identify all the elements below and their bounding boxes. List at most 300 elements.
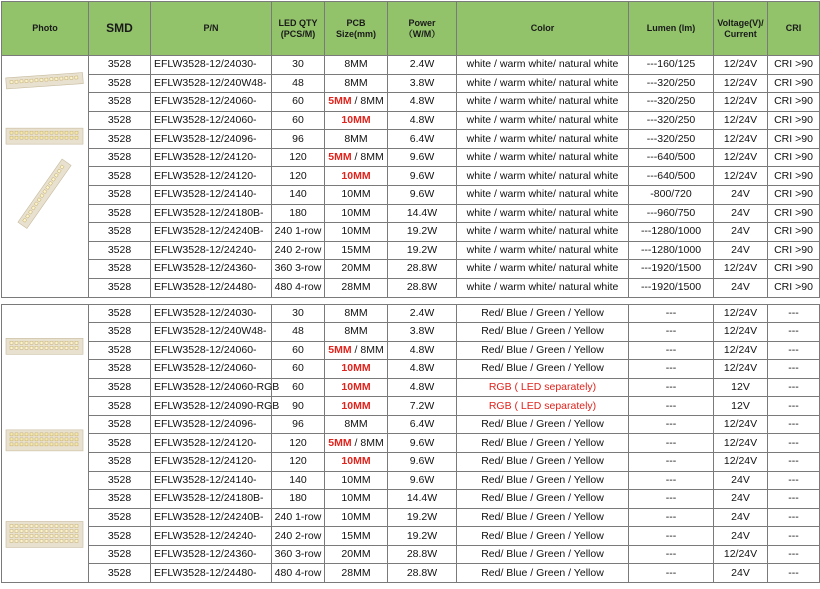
cell-smd: 3528 [89,341,151,360]
header-photo: Photo [2,2,89,56]
cell-led-qty: 180 [272,204,325,223]
cell-cri: --- [768,415,820,434]
cell-voltage: 24V [714,204,768,223]
cell-pn: EFLW3528-12/240W48- [151,323,272,342]
cell-lumen: ---640/500 [629,148,714,167]
cell-cri: CRI >90 [768,185,820,204]
table-row [2,278,820,297]
cell-smd: 3528 [89,545,151,564]
cell-color: Red/ Blue / Green / Yellow [457,323,629,342]
cell-pn: EFLW3528-12/24480- [151,278,272,297]
cell-power: 9.6W [388,148,457,167]
cell-power: 4.8W [388,360,457,379]
pcb-size: 15MM [341,243,371,256]
cell-pcb [325,415,388,434]
cell-led-qty: 60 [272,111,325,130]
cell-power: 19.2W [388,508,457,527]
cell-pn: EFLW3528-12/24030- [151,304,272,323]
cell-cri: CRI >90 [768,167,820,186]
cell-power: 28.8W [388,545,457,564]
cell-voltage: 12/24V [714,415,768,434]
pcb-size: 8MM [344,418,368,431]
cell-lumen: --- [629,341,714,360]
cell-smd: 3528 [89,490,151,509]
cell-lumen: ---1920/1500 [629,260,714,279]
cell-power: 6.4W [388,415,457,434]
table-row [2,360,820,379]
cell-pcb [325,56,388,75]
cell-lumen: --- [629,527,714,546]
cell-cri: CRI >90 [768,74,820,93]
pcb-highlight: 10MM [341,113,371,126]
cell-cri: --- [768,564,820,583]
cell-color: white / warm white/ natural white [457,111,629,130]
cell-voltage: 24V [714,185,768,204]
cell-pn: EFLW3528-12/24240B- [151,508,272,527]
cell-pcb [325,471,388,490]
cell-color: Red/ Blue / Green / Yellow [457,545,629,564]
cell-smd: 3528 [89,415,151,434]
cell-led-qty: 48 [272,74,325,93]
cell-color: white / warm white/ natural white [457,241,629,260]
table-row [2,56,820,75]
cell-voltage: 12/24V [714,93,768,112]
cell-color: Red/ Blue / Green / Yellow [457,415,629,434]
table-row [2,185,820,204]
cell-voltage: 12/24V [714,260,768,279]
cell-cri: --- [768,453,820,472]
header-led-qty-line1: LED QTY [278,17,318,28]
cell-led-qty: 60 [272,93,325,112]
cell-pcb [325,545,388,564]
cell-power: 4.8W [388,378,457,397]
cell-power: 28.8W [388,564,457,583]
cell-pcb [325,167,388,186]
cell-power: 3.8W [388,74,457,93]
cell-pn: EFLW3528-12/24140- [151,185,272,204]
cell-voltage: 12/24V [714,453,768,472]
cell-led-qty: 140 [272,471,325,490]
cell-lumen: --- [629,564,714,583]
cell-pcb [325,508,388,527]
header-color: Color [457,2,629,56]
pcb-highlight: 10MM [341,399,371,412]
pcb-size: 10MM [341,473,371,486]
cell-pcb [325,260,388,279]
header-voltage-line1: Voltage(V)/ [717,17,764,28]
cell-lumen: ---320/250 [629,74,714,93]
cell-color: white / warm white/ natural white [457,56,629,75]
cell-power: 28.8W [388,260,457,279]
cell-smd: 3528 [89,241,151,260]
cell-pcb [325,341,388,360]
pcb-size: / 8MM [351,151,384,164]
cell-pn: EFLW3528-12/24060- [151,111,272,130]
cell-cri: --- [768,490,820,509]
cell-smd: 3528 [89,360,151,379]
table-row [2,93,820,112]
table-row [2,378,820,397]
cell-cri: --- [768,545,820,564]
pcb-highlight: 5MM [328,436,352,449]
pcb-size: 28MM [341,566,371,579]
pcb-size: / 8MM [351,343,384,356]
cell-color: RGB ( LED separately) [457,378,629,397]
cell-power: 19.2W [388,223,457,242]
cell-pcb [325,323,388,342]
cell-power: 9.6W [388,453,457,472]
cell-cri: CRI >90 [768,111,820,130]
header-power-line1: Power [408,17,436,28]
table-row [2,415,820,434]
cell-power: 2.4W [388,56,457,75]
cell-pn: EFLW3528-12/24180B- [151,204,272,223]
cell-lumen: -800/720 [629,185,714,204]
pcb-size: 15MM [341,529,371,542]
cell-power: 14.4W [388,490,457,509]
header-led-qty [272,2,325,56]
led-spec-table [1,1,820,583]
cell-pcb [325,434,388,453]
cell-lumen: --- [629,434,714,453]
cell-pn: EFLW3528-12/24096- [151,130,272,149]
cell-lumen: ---1280/1000 [629,223,714,242]
cell-power: 19.2W [388,527,457,546]
cell-cri: CRI >90 [768,278,820,297]
cell-pn: EFLW3528-12/24240B- [151,223,272,242]
cell-color: Red/ Blue / Green / Yellow [457,453,629,472]
cell-color: white / warm white/ natural white [457,74,629,93]
cell-pcb [325,74,388,93]
table-row [2,508,820,527]
cell-pn: EFLW3528-12/24060-RGB [151,378,272,397]
cell-led-qty: 48 [272,323,325,342]
cell-lumen: ---640/500 [629,167,714,186]
table-row [2,434,820,453]
cell-power: 9.6W [388,167,457,186]
cell-smd: 3528 [89,378,151,397]
cell-cri: --- [768,434,820,453]
table-row [2,148,820,167]
cell-voltage: 12/24V [714,545,768,564]
pcb-highlight: 5MM [328,95,352,108]
cell-power: 7.2W [388,397,457,416]
cell-pcb [325,564,388,583]
cell-voltage: 12/24V [714,111,768,130]
cell-power: 4.8W [388,93,457,112]
cell-led-qty: 360 3-row [272,260,325,279]
table-row [2,490,820,509]
header-pcb-line2: Size(mm) [335,28,376,39]
cell-lumen: --- [629,360,714,379]
table-row [2,564,820,583]
pcb-size: 10MM [341,206,371,219]
table-row [2,111,820,130]
separator-cell [2,297,820,304]
header-power [388,2,457,56]
cell-cri: --- [768,527,820,546]
cell-voltage: 12/24V [714,167,768,186]
cell-pcb [325,93,388,112]
cell-cri: CRI >90 [768,148,820,167]
cell-color: Red/ Blue / Green / Yellow [457,490,629,509]
table-row [2,341,820,360]
cell-voltage: 12/24V [714,56,768,75]
cell-pcb [325,527,388,546]
cell-cri: --- [768,471,820,490]
cell-smd: 3528 [89,397,151,416]
cell-pn: EFLW3528-12/24120- [151,453,272,472]
table-row [2,323,820,342]
cell-voltage: 24V [714,223,768,242]
cell-color: white / warm white/ natural white [457,223,629,242]
pcb-size: 10MM [341,225,371,238]
cell-cri: CRI >90 [768,223,820,242]
cell-color: Red/ Blue / Green / Yellow [457,564,629,583]
pcb-highlight: 10MM [341,455,371,468]
cell-voltage: 24V [714,508,768,527]
cell-led-qty: 240 2-row [272,527,325,546]
cell-color: Red/ Blue / Green / Yellow [457,471,629,490]
cell-led-qty: 480 4-row [272,278,325,297]
cell-pcb [325,130,388,149]
cell-pn: EFLW3528-12/24120- [151,167,272,186]
cell-color: Red/ Blue / Green / Yellow [457,434,629,453]
led-strip-photo-icon [2,56,87,297]
cell-voltage: 12/24V [714,341,768,360]
cell-lumen: ---320/250 [629,111,714,130]
cell-smd: 3528 [89,508,151,527]
cell-power: 3.8W [388,323,457,342]
cell-voltage: 24V [714,241,768,260]
cell-lumen: ---320/250 [629,93,714,112]
cell-led-qty: 96 [272,415,325,434]
cell-pn: EFLW3528-12/24060- [151,93,272,112]
cell-led-qty: 60 [272,341,325,360]
header-voltage-line2: Current [724,28,757,39]
cell-voltage: 12V [714,397,768,416]
cell-pn: EFLW3528-12/24030- [151,56,272,75]
pcb-size: 28MM [341,281,371,294]
pcb-size: 8MM [344,132,368,145]
cell-smd: 3528 [89,471,151,490]
cell-smd: 3528 [89,323,151,342]
cell-led-qty: 120 [272,453,325,472]
cell-smd: 3528 [89,278,151,297]
pcb-highlight: 5MM [328,151,352,164]
pcb-size: 8MM [344,306,368,319]
cell-voltage: 12/24V [714,323,768,342]
cell-led-qty: 140 [272,185,325,204]
cell-led-qty: 96 [272,130,325,149]
cell-color: white / warm white/ natural white [457,130,629,149]
cell-smd: 3528 [89,527,151,546]
cell-color: Red/ Blue / Green / Yellow [457,341,629,360]
cell-pcb [325,453,388,472]
cell-cri: CRI >90 [768,56,820,75]
cell-led-qty: 120 [272,167,325,186]
cell-lumen: --- [629,471,714,490]
cell-lumen: --- [629,397,714,416]
header-voltage [714,2,768,56]
cell-lumen: --- [629,545,714,564]
cell-pcb [325,241,388,260]
table-row [2,260,820,279]
cell-smd: 3528 [89,111,151,130]
cell-lumen: --- [629,415,714,434]
cell-power: 19.2W [388,241,457,260]
cell-led-qty: 120 [272,434,325,453]
cell-color: RGB ( LED separately) [457,397,629,416]
cell-color: white / warm white/ natural white [457,204,629,223]
header-row [2,2,820,56]
cell-color: white / warm white/ natural white [457,167,629,186]
cell-pcb [325,223,388,242]
cell-pn: EFLW3528-12/24480- [151,564,272,583]
cell-smd: 3528 [89,260,151,279]
pcb-size: 20MM [341,262,371,275]
cell-color: white / warm white/ natural white [457,185,629,204]
cell-cri: --- [768,360,820,379]
cell-pn: EFLW3528-12/24120- [151,434,272,453]
cell-voltage: 24V [714,564,768,583]
pcb-size: 10MM [341,492,371,505]
cell-pcb [325,111,388,130]
cell-power: 9.6W [388,185,457,204]
pcb-size: 20MM [341,548,371,561]
cell-cri: CRI >90 [768,93,820,112]
cell-cri: --- [768,378,820,397]
cell-power: 6.4W [388,130,457,149]
cell-smd: 3528 [89,304,151,323]
cell-pcb [325,278,388,297]
cell-smd: 3528 [89,130,151,149]
table-row [2,223,820,242]
header-smd: SMD [89,2,151,56]
cell-voltage: 24V [714,490,768,509]
cell-power: 28.8W [388,278,457,297]
cell-power: 4.8W [388,111,457,130]
cell-pn: EFLW3528-12/24120- [151,148,272,167]
cell-pn: EFLW3528-12/24090-RGB [151,397,272,416]
table-row [2,241,820,260]
cell-led-qty: 60 [272,378,325,397]
cell-pn: EFLW3528-12/24096- [151,415,272,434]
cell-pcb [325,304,388,323]
cell-smd: 3528 [89,74,151,93]
header-pcb [325,2,388,56]
cell-led-qty: 30 [272,56,325,75]
cell-voltage: 24V [714,278,768,297]
cell-color: Red/ Blue / Green / Yellow [457,508,629,527]
cell-cri: CRI >90 [768,241,820,260]
product-photo [2,56,89,298]
cell-cri: --- [768,508,820,527]
cell-voltage: 12/24V [714,148,768,167]
cell-led-qty: 30 [272,304,325,323]
header-led-qty-line2: (PCS/M) [280,28,316,39]
pcb-size: 8MM [344,58,368,71]
cell-pcb [325,360,388,379]
section-separator [2,297,820,304]
header-pcb-line1: PCB [346,17,366,28]
cell-lumen: --- [629,453,714,472]
cell-lumen: --- [629,378,714,397]
cell-led-qty: 180 [272,490,325,509]
cell-smd: 3528 [89,204,151,223]
cell-smd: 3528 [89,564,151,583]
cell-power: 2.4W [388,304,457,323]
cell-lumen: --- [629,323,714,342]
cell-pn: EFLW3528-12/240W48- [151,74,272,93]
cell-smd: 3528 [89,148,151,167]
table-row [2,130,820,149]
header-power-line2: （W/M） [403,28,441,39]
table-row [2,397,820,416]
cell-pn: EFLW3528-12/24060- [151,341,272,360]
product-photo [2,304,89,583]
led-strip-photo-icon [2,305,87,583]
pcb-size: 10MM [341,188,371,201]
cell-color: white / warm white/ natural white [457,278,629,297]
table-row [2,471,820,490]
table-row [2,453,820,472]
cell-pcb [325,204,388,223]
cell-color: Red/ Blue / Green / Yellow [457,360,629,379]
pcb-size: 8MM [344,76,368,89]
cell-voltage: 12/24V [714,304,768,323]
cell-smd: 3528 [89,453,151,472]
cell-pn: EFLW3528-12/24180B- [151,490,272,509]
cell-led-qty: 480 4-row [272,564,325,583]
header-cri: CRI [768,2,820,56]
cell-lumen: ---160/125 [629,56,714,75]
pcb-highlight: 5MM [328,343,352,356]
cell-pn: EFLW3528-12/24240- [151,241,272,260]
table-row [2,167,820,186]
cell-voltage: 24V [714,471,768,490]
table-row [2,74,820,93]
header-lumen: Lumen (lm) [629,2,714,56]
cell-cri: --- [768,304,820,323]
cell-cri: CRI >90 [768,130,820,149]
pcb-highlight: 10MM [341,362,371,375]
cell-lumen: ---960/750 [629,204,714,223]
cell-pn: EFLW3528-12/24240- [151,527,272,546]
cell-smd: 3528 [89,167,151,186]
cell-led-qty: 240 2-row [272,241,325,260]
cell-smd: 3528 [89,223,151,242]
cell-led-qty: 360 3-row [272,545,325,564]
cell-pn: EFLW3528-12/24140- [151,471,272,490]
pcb-size: / 8MM [351,95,384,108]
cell-cri: --- [768,397,820,416]
cell-pcb [325,185,388,204]
cell-power: 9.6W [388,434,457,453]
cell-pcb [325,397,388,416]
table-row [2,304,820,323]
cell-led-qty: 90 [272,397,325,416]
cell-pn: EFLW3528-12/24360- [151,260,272,279]
cell-voltage: 12/24V [714,130,768,149]
table-row [2,204,820,223]
cell-pn: EFLW3528-12/24360- [151,545,272,564]
cell-cri: --- [768,323,820,342]
cell-power: 14.4W [388,204,457,223]
cell-color: Red/ Blue / Green / Yellow [457,527,629,546]
cell-color: white / warm white/ natural white [457,260,629,279]
cell-voltage: 12V [714,378,768,397]
